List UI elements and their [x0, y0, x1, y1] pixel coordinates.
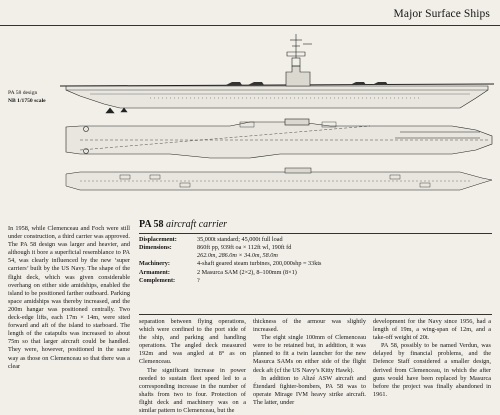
spec-value: 860ft pp, 939ft oa × 112ft wl, 190ft fd — [197, 244, 292, 252]
spec-key: Complement: — [139, 277, 176, 285]
spec-title-type: aircraft carrier — [166, 219, 228, 230]
body-column-2 — [139, 318, 246, 415]
body-paragraph: separation between flying operations, which were confined to the port side of the ship, and parking and handling operations. The angled deck measured 192m and was angled at 8° as on Clemenceau. — [139, 318, 246, 366]
spec-value: 4-shaft geared steam turbines, 200,000shp = 33kts — [197, 260, 322, 268]
spec-value-metric: 262.0m, 286.0m × 34.0m, 58.0m — [197, 251, 278, 259]
hull-profile — [66, 86, 488, 108]
spec-title-name: PA 58 — [139, 219, 164, 230]
hull-plan — [66, 168, 492, 190]
spec-row-complement — [139, 277, 494, 285]
flight-deck-plan — [66, 122, 492, 158]
body-paragraph: The eight single 100mm of Clemenceau were to be retained but, in addition, it was planned to fit a twin launcher for the new Masurca SAMs on either side of the flight deck aft (cf the US Navy’s Kitty Hawk). — [253, 334, 366, 374]
body-column-3 — [253, 318, 366, 407]
drawing-caption-scale: NB 1/1750 scale — [8, 98, 46, 104]
ship-plan — [66, 119, 492, 158]
spec-key: Displacement: — [139, 236, 177, 243]
spec-row-armament — [139, 269, 494, 277]
spec-table — [139, 236, 494, 286]
body-paragraph: thickness of the armour was slightly increased. — [253, 318, 366, 334]
intro-paragraph: In 1958, while Clemenceau and Foch were still under construction, a third carrier was approved. The PA 58 design was larger and heavier, and although it bore a superficial resemblance to PA 54, was clearly influenced by the new ‘super carriers’ built by the US Navy. The shape of the flight deck, which was given considerable overhang on either side amidships, enabled the island to be positioned farther outboard. Parking space amidships was thereby increased, and the 200m hangar was positioned centrally. Two deck-edge lifts, each 17m × 14m, were sited forward and aft of the island to starboard. The length of the catapults was increased to about 75m so that larger aircraft could be handled. They were, however, positioned in the same way as those on Clemenceau so that there was a clear — [8, 225, 130, 370]
page-title: Major Surface Ships — [393, 8, 490, 20]
island — [286, 66, 310, 86]
drawing-caption-design: PA 58 design — [8, 90, 38, 96]
spec-row-dimensions — [139, 244, 494, 260]
funnel — [292, 58, 300, 66]
spec-bottom-rule — [139, 314, 492, 315]
spec-title — [139, 219, 227, 230]
body-paragraph: In addition to Alizé ASW aircraft and Étendard fighter-bombers, PA 58 was to operate Mirage IVM heavy strike aircraft. The latter, under — [253, 374, 366, 406]
ship-drawing — [0, 26, 500, 218]
drawing-caption — [8, 89, 88, 105]
spec-key: Armament: — [139, 268, 170, 276]
body-column-4 — [373, 318, 491, 399]
body-paragraph: development for the Navy since 1956, had a length of 19m, a wing-span of 12m, and a take-off weight of 20t. — [373, 318, 491, 342]
body-paragraph: PA 58, possibly to be named Verdun, was delayed by financial problems, and the Defence Staff considered a smaller design, derived from Clemenceau, in which the after guns would have been replaced by Masurca before the project was finally abandoned in 1961. — [373, 342, 491, 398]
spec-key: Machinery: — [139, 260, 170, 268]
spec-row-machinery — [139, 260, 494, 268]
flight-deck-line — [60, 84, 494, 86]
spec-value: ? — [197, 277, 200, 285]
spec-value: 35,000t standard; 45,000t full load — [197, 236, 283, 243]
spec-key: Dimensions: — [139, 244, 172, 252]
island-plan — [285, 119, 309, 125]
body-paragraph: The significant increase in power needed to sustain fleet speed led to a corresponding increase in the number of shafts from two to four. Protection of flight deck and machinery was on a similar pattern to Clemenceau, but the — [139, 366, 246, 415]
spec-top-rule — [139, 233, 492, 234]
spec-value: 2 Masurca SAM (2×2), 8–100mm (8×1) — [197, 268, 297, 276]
ship-profile — [60, 34, 494, 113]
spec-row-displacement — [139, 236, 494, 244]
intro-column — [8, 225, 130, 371]
